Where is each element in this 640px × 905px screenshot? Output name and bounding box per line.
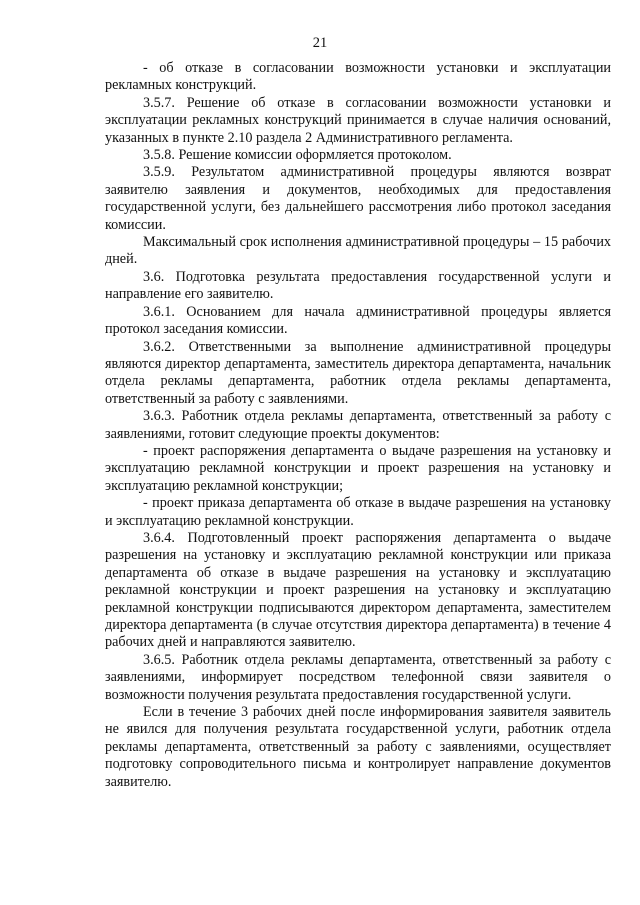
- paragraph: Максимальный срок исполнения административной процедуры – 15 рабочих дней.: [105, 234, 611, 268]
- paragraph: - проект приказа департамента об отказе в выдаче разрешения на установку и эксплуатацию рекламной конструкции.: [105, 495, 611, 529]
- paragraph: - проект распоряжения департамента о выдаче разрешения на установку и эксплуатацию рекламной конструкции и проект разрешения на установку и эксплуатацию рекламной конструкции;: [105, 442, 611, 494]
- paragraph: 3.5.8. Решение комиссии оформляется протоколом.: [143, 147, 452, 164]
- paragraph: 3.5.9. Результатом административной процедуры являются возврат заявителю заявления и документов, необходимых для предоставления государственной услуги, без дальнейшего рассмотрения либо протокол заседания комиссии.: [105, 164, 611, 233]
- paragraph: 3.6. Подготовка результата предоставления государственной услуги и направление его заявителю.: [105, 268, 611, 303]
- paragraph: Если в течение 3 рабочих дней после информирования заявителя заявитель не явился для получения результата государственной услуги, работник отдела рекламы департамента, ответственный за работу с заявлениями, осуществляет подготовку сопроводительного письма и контролирует направление документов заявителю.: [105, 704, 611, 790]
- document-body: [105, 60, 611, 791]
- paragraph: - об отказе в согласовании возможности установки и эксплуатации рекламных конструкций.: [105, 60, 611, 94]
- paragraph: 3.6.3. Работник отдела рекламы департамента, ответственный за работу с заявлениями, готовит следующие проекты документов:: [105, 408, 611, 442]
- paragraph: 3.6.4. Подготовленный проект распоряжения департамента о выдаче разрешения на установку и эксплуатацию рекламной конструкции или приказа департамента об отказе в выдаче разрешения на установку и эксплуатацию рекламной конструкции и проект разрешения на установку и эксплуатацию рекламной конструкции подписываются директором департамента, заместителем директора департамента (в случае отсутствия директора департамента) в течение 4 рабочих дней и направляются заявителю.: [105, 529, 611, 651]
- paragraph: 3.6.1. Основанием для начала административной процедуры является протокол заседания комиссии.: [105, 303, 611, 338]
- page-number: 21: [312, 35, 328, 51]
- paragraph: 3.6.2. Ответственными за выполнение административной процедуры являются директор департамента, заместитель директора департамента, начальник отдела рекламы департамента, работник отдела рекламы департамента, ответственный за работу с заявлениями.: [105, 338, 611, 407]
- paragraph: 3.5.7. Решение об отказе в согласовании возможности установки и эксплуатации рекламных конструкций принимается в случае наличия оснований, указанных в пункте 2.10 раздела 2 Административного регламента.: [105, 94, 611, 146]
- paragraph: 3.6.5. Работник отдела рекламы департамента, ответственный за работу с заявлениями, информирует посредством телефонной связи заявителя о возможности получения результата предоставления государственной услуги.: [105, 651, 611, 703]
